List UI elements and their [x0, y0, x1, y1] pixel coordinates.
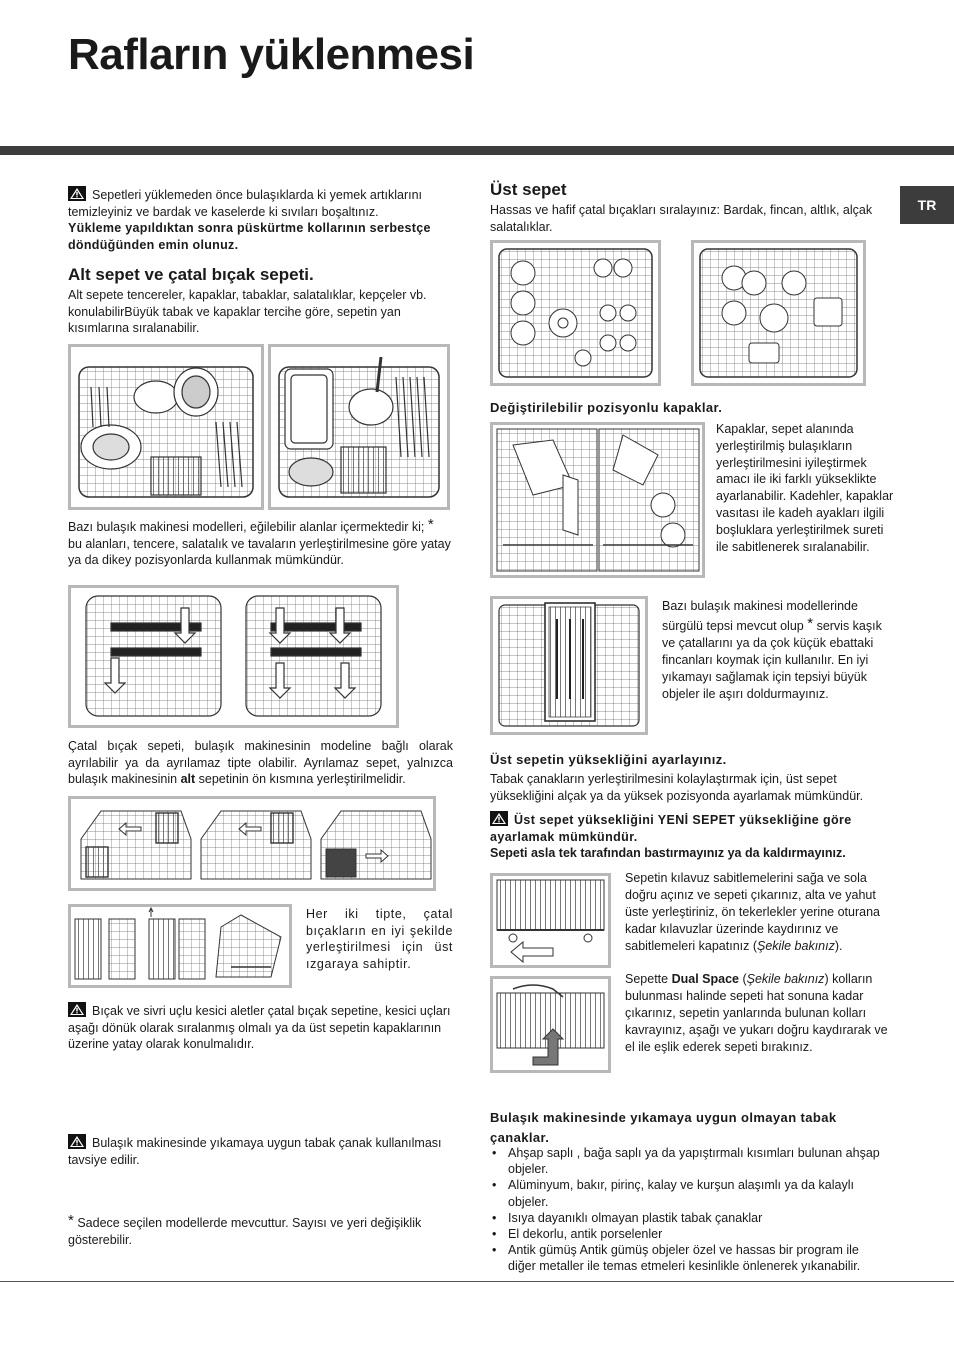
foldable-racks-figure: [68, 585, 399, 728]
lower-basket-text: Alt sepete tencereler, kapaklar, tabaklar, salatalıklar, kepçeler vb. konulabilirBüyük tabak ve kapaklar tercihe göre, sepetin yan kısımlarına sıralanabilir.: [68, 288, 427, 336]
upper-basket-figure-1: [490, 240, 661, 386]
sliding-tray-illustration: [493, 599, 645, 732]
header-rule: [0, 146, 954, 155]
flaps-text: Kapaklar, sepet alanında yerleştirilmiş bulaşıkların yerleştirilmesini iyileştirmek amacı ile iki farklı yükseklikte ayarlanabilir. Kadehler, kapaklar vasıtası ile kadeh ayakları ilgili boşluklara yerleştirilmek sureti ile sabitlenerek sıralanabilir.: [716, 422, 894, 554]
foldable-text: Bazı bulaşık makinesi modelleri, eğilebilir alanlar içermektedir ki;: [68, 520, 425, 534]
dual-space-text-block: Sepette Dual Space (Şekile bakınız) kolların bulunması halinde sepeti hat sonuna kadar çıkarınız, sepetin yanlarında bulunan kolları kavrayınız, aşağı ve yukarı doğru kaydırarak ve el ile eşlik ederek sepeti bırakınız.: [625, 972, 888, 1054]
footer-rule: [0, 1281, 954, 1282]
warning-icon: [68, 1134, 86, 1149]
cutlery-text: Çatal bıçak sepeti, bulaşık makinesinin modeline bağlı olarak ayrılabilir ya da ayrılamaz tipte olabilir. Ayrılamaz sepet, yalnızca bulaşık makinesinin: [68, 739, 453, 787]
list-item: • Alüminyum, bakır, pirinç, kalay ve kurşun alaşımlı ya da kalaylı objeler.: [490, 1177, 890, 1209]
intro-bold-text: Yükleme yapıldıktan sonra püskürtme kollarının serbestçe döndüğünden emin olunuz.: [68, 221, 431, 252]
foldable-racks-illustration: [71, 588, 396, 725]
dual-space-figure: [490, 976, 611, 1073]
intro-block: [68, 186, 460, 253]
rails-text-block: [625, 870, 890, 955]
height-heading: Üst sepetin yüksekliğini ayarlayınız.: [490, 752, 727, 767]
footnote-block: [68, 1213, 460, 1248]
warning-icon: [68, 1002, 86, 1017]
lower-basket-heading: Alt sepet ve çatal bıçak sepeti.: [68, 265, 314, 284]
lower-basket-figure-1: [68, 344, 264, 510]
suitable-warning-text: Bulaşık makinesinde yıkamaya uygun tabak çanak kullanılması tavsiye edilir.: [68, 1136, 442, 1167]
dual-space-see-figure: Şekile bakınız: [746, 972, 825, 986]
footnote-star: *: [807, 615, 814, 632]
language-badge: TR: [900, 186, 954, 224]
cutlery-text-end: sepetinin ön kısmına yerleştirilmelidir.: [198, 772, 406, 787]
warning-icon: [490, 811, 508, 826]
dual-space-bold: Dual Space: [671, 972, 739, 986]
dual-space-illustration: [493, 979, 608, 1070]
upper-basket-heading: Üst sepet: [490, 180, 567, 199]
foldable-text-2: bu alanları, tencere, salatalık ve tavaların yerleştirilmesine göre yatay ya da dikey pozisyonlarda kullanmak mümkündür.: [68, 536, 451, 568]
flaps-heading: Değiştirilebilir pozisyonlu kapaklar.: [490, 400, 723, 415]
footnote-star: *: [427, 516, 434, 533]
upper-basket-text: Hassas ve hafif çatal bıçakları sıralayınız: Bardak, fincan, altlık, alçak salatalıklar.: [490, 203, 873, 234]
knife-warning-block: [68, 1002, 460, 1053]
list-item: • El dekorlu, antik porselenler: [490, 1226, 890, 1242]
warning-icon: [68, 186, 86, 201]
list-item: • Isıya dayanıklı olmayan plastik tabak çanaklar: [490, 1210, 890, 1226]
upper-basket-glasses-illustration: [694, 243, 863, 383]
height-warning-block: [490, 811, 890, 862]
cutlery-basket-positions-figure: [68, 796, 436, 891]
footnote-text: Sadece seçilen modellerde mevcuttur. Sayısı ve yeri değişiklik gösterebilir.: [68, 1216, 422, 1247]
cutlery-grid-illustration: [71, 907, 289, 985]
list-item: • Antik gümüş Antik gümüş objeler özel ve hassas bir program ile diğer metaller ile temas etmeleri kesinlikle önlenerek yıkanabilir.: [490, 1242, 890, 1274]
see-figure-text: Şekile bakınız: [757, 939, 835, 953]
list-item: • Ahşap saplı , bağa saplı ya da yapıştırmalı kısımları bulunan ahşap objeler.: [490, 1145, 890, 1177]
rails-figure: [490, 873, 611, 968]
foldable-text-block: [68, 517, 460, 569]
sliding-tray-text-block: [662, 598, 894, 703]
rails-text-end: ).: [834, 939, 843, 953]
cutlery-basket-positions-illustration: [71, 799, 433, 888]
lower-basket-figure-2: [268, 344, 450, 510]
cutlery-grid-text: Her iki tipte, çatal bıçakların en iyi şekilde yerleştirilmesi için üst ızgaraya sahiptir.: [306, 907, 453, 971]
unsuitable-heading: Bulaşık makinesinde yıkamaya uygun olmayan tabak çanaklar.: [490, 1110, 837, 1145]
flaps-figure: [490, 422, 705, 578]
rails-illustration: [493, 876, 608, 965]
cutlery-bold: alt: [180, 772, 196, 787]
lower-basket-pans-illustration: [271, 347, 447, 507]
height-warning-bold-2: Sepeti asla tek tarafından bastırmayınız ya da kaldırmayınız.: [490, 846, 846, 861]
upper-basket-figure-2: [691, 240, 866, 386]
rails-text: Sepetin kılavuz sabitlemelerini sağa ve sola doğru açınız ve sepeti çıkarınız, alta ve yahut üste yerleştiriniz, ön tekerlekler yerine oturana kadar kılavuzlar üzerinde kaydırınız ve sabitlemeleri kapatınız (: [625, 871, 880, 953]
footnote-star: *: [68, 1212, 74, 1229]
height-text: Tabak çanakların yerleştirilmesini kolaylaştırmak için, üst sepet yüksekliğini alçak ya da yüksek pozisyonda ayarlamak mümkündür.: [490, 772, 864, 803]
knife-warning-text: Bıçak ve sivri uçlu kesici aletler çatal bıçak sepetine, kesici uçları aşağı dönük olarak sıralanmış olmalı ya da üst sepetin kapaklarının üzerine yatay olarak konulmalıdır.: [68, 1004, 451, 1052]
suitable-warning-block: [68, 1134, 460, 1168]
cutlery-grid-figure: [68, 904, 292, 988]
dual-space-text-a: Sepette: [625, 972, 669, 986]
upper-basket-cups-illustration: [493, 243, 658, 383]
sliding-tray-text-b: servis kaşık ve çatallarını ya da çok küçük ebattaki fincanları koymak için kullanılır. En iyi yıkamayı sağlamak için tepsiyi büyük objeler ile aşırı doldurmayınız.: [662, 619, 882, 701]
page-title: Rafların yüklenmesi: [68, 30, 475, 79]
sliding-tray-text-a: Bazı bulaşık makinesi modellerinde sürgülü tepsi mevcut olup: [662, 599, 858, 633]
dual-space-text-b: kolların bulunması halinde sepeti hat sonuna kadar çıkarınız, sepetin yanlarında bulunan kolları kavrayınız, aşağı ve yukarı doğru kaydırarak ve el ile eşlik ederek sepeti bırakınız.: [625, 972, 888, 1054]
height-warning-text: Üst sepet yüksekliğini YENİ SEPET yüksekliğine göre ayarlamak mümkündür.: [490, 813, 852, 844]
lower-basket-illustration: [71, 347, 261, 507]
unsuitable-list: [490, 1145, 890, 1275]
sliding-tray-figure: [490, 596, 648, 735]
cutlery-text-block: [68, 738, 453, 788]
intro-warning-text: Sepetleri yüklemeden önce bulaşıklarda ki yemek artıklarını temizleyiniz ve bardak ve kaselerde ki sıvıları boşaltınız.: [68, 188, 423, 219]
flaps-illustration: [493, 425, 702, 575]
